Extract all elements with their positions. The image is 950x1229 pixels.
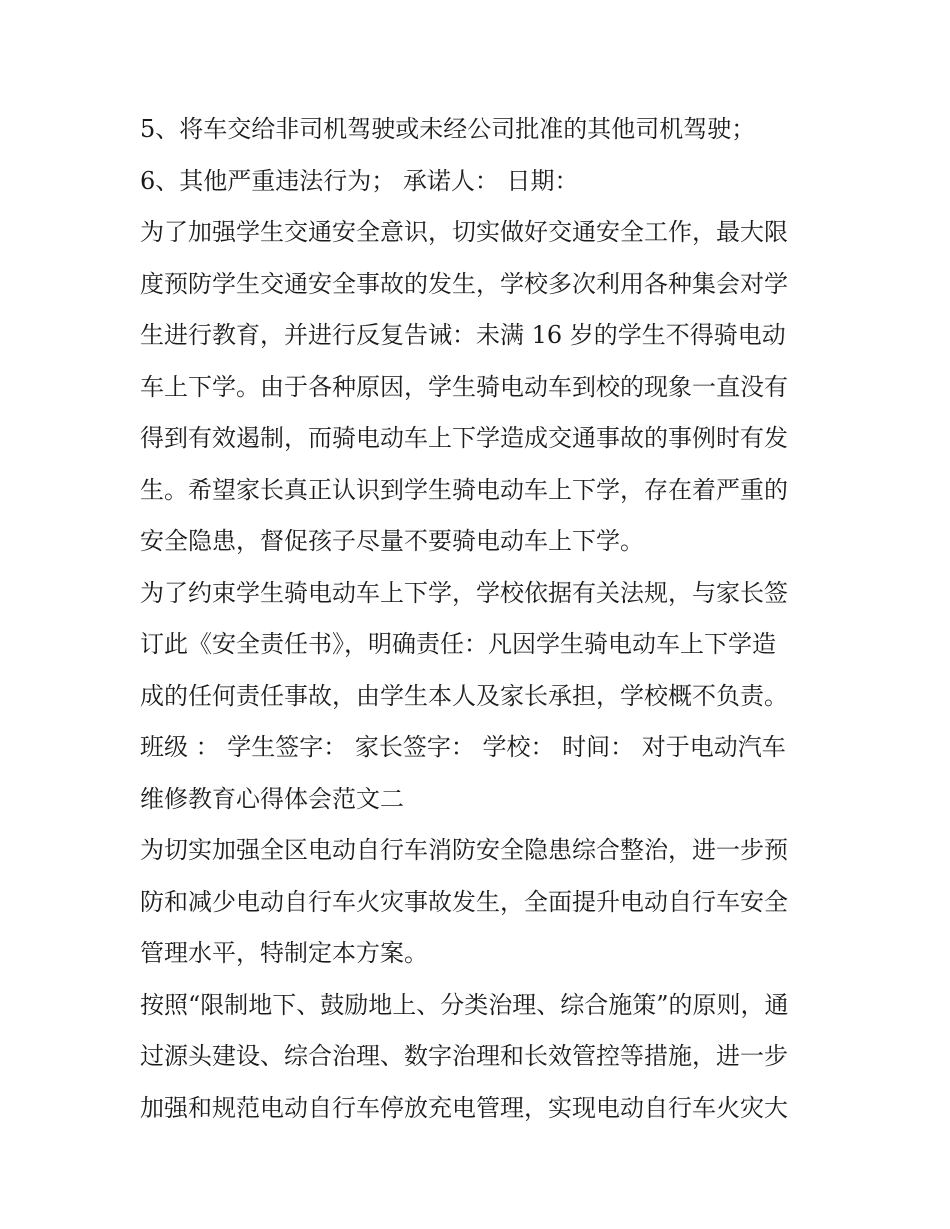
- text-line: 订此《安全责任书》，明确责任：凡因学生骑电动车上下学造: [140, 630, 776, 658]
- text-line: 加强和规范电动自行车停放充电管理，实现电动自行车火灾大: [140, 1093, 788, 1122]
- text-line: 生进行教育，并进行反复告诫：未满 16 岁的学生不得骑电动: [140, 321, 786, 349]
- text-line: 安全隐患，督促孩子尽量不要骑电动车上下学。: [140, 527, 644, 555]
- text-line: 过源头建设、综合治理、数字治理和长效管控等措施，进一步: [140, 1042, 788, 1070]
- text-line: 成的任何责任事故，由学生本人及家长承担，学校概不负责。: [140, 681, 788, 710]
- text-line: 管理水平，特制定本方案。: [140, 939, 428, 967]
- text-line: 为了加强学生交通安全意识，切实做好交通安全工作，最大限: [140, 218, 788, 246]
- text-line: 防和减少电动自行车火灾事故发生，全面提升电动自行车安全: [140, 887, 788, 916]
- text-line: 生。希望家长真正认识到学生骑电动车上下学，存在着严重的: [140, 475, 788, 504]
- text-line: 5、将车交给非司机驾驶或未经公司批准的其他司机驾驶；: [140, 115, 756, 143]
- text-line: 度预防学生交通安全事故的发生，学校多次利用各种集会对学: [140, 269, 788, 298]
- text-line: 班级 ： 学生签字： 家长签字： 学校： 时间： 对于电动汽车: [140, 733, 786, 761]
- text-line: 得到有效遏制，而骑电动车上下学造成交通事故的事例时有发: [140, 424, 788, 452]
- document-body: [140, 104, 820, 1134]
- text-line: 维修教育心得体会范文二: [140, 784, 404, 813]
- text-line: 6、其他严重违法行为； 承诺人： 日期：: [140, 166, 579, 195]
- text-line: 为了约束学生骑电动车上下学，学校依据有关法规，与家长签: [140, 578, 788, 607]
- text-line: 车上下学。由于各种原因，学生骑电动车到校的现象一直没有: [140, 372, 788, 401]
- text-line: 按照“限制地下、鼓励地上、分类治理、综合施策”的原则，通: [140, 990, 789, 1019]
- text-line: 为切实加强全区电动自行车消防安全隐患综合整治，进一步预: [140, 836, 788, 864]
